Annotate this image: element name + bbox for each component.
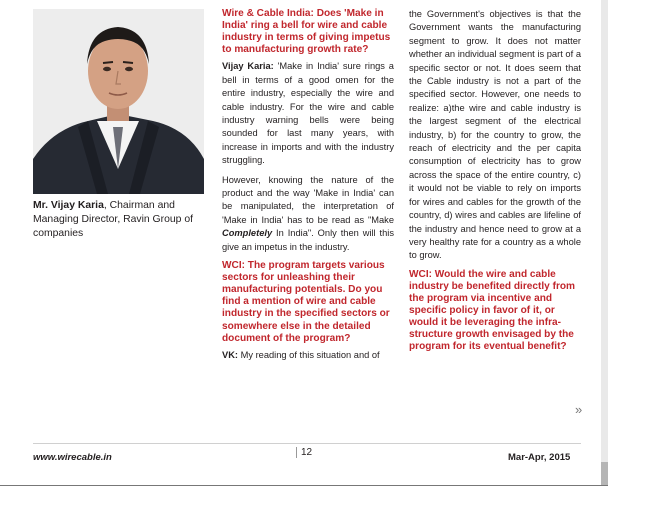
portrait-illustration [33,9,204,194]
answer-1-text: 'Make in India' sure rings a bell in terms of a good omen for the entire industry, especially the wire and cable industry. For the wire and cable industry warning bells were being sounded for last many years, with increase in imports and with the industry struggling. [222,61,394,166]
question-1: Wire & Cable India: Does 'Make in India' ring a bell for wire and cable industry in terms of giving impetus to manufacturing growth rate? [222,8,391,56]
answer-1 [222,60,394,167]
caption-name: Mr. Vijay Karia [33,200,104,211]
answer-3-start [222,349,394,362]
photo-caption [33,199,205,241]
answer-3-text: My reading of this situation and of [238,349,380,360]
answer-2-text-start: However, knowing the nature of the product and the way 'Make in India' can be manipulated, the interpretation of 'Make in India' has to be read as "Make [222,174,394,225]
vertical-scrollbar-thumb[interactable] [601,462,608,485]
answer-3-continued: the Government's objectives is that the Government wants the manufacturing segment to grow. It does not matter whether an individual segment is part of a specific sector or not. It does seem that the Cable industry is not a part of the specified sector. However, one needs to realize: a)the wire and cable industry is the largest segment of the electrical industry, b) for the country to grow, the reach of electricity and the per capita consumption of electricity has to grow across the space of the entire country, c) it would not be viable to rely on imports for wires and cables for the growth of the country, d) wires and cables are lifeline of the industry and hence need to grow at a very healthy rate for a country as a whole to grow. [409,9,581,261]
answer-2-text-end: In India". Only then will this give an impetus in the industry. [222,228,394,252]
answer-2-emphasis: Completely [222,228,273,239]
vertical-scrollbar-track[interactable] [601,0,608,485]
page-number: 12 [296,447,312,458]
article-column-2 [409,8,581,357]
answer-1-speaker: Vijay Karia: [222,61,274,72]
viewer-bottom-border [0,485,608,486]
caption-role: , Chairman and Managing Director, Ravin Group of companies [33,200,193,239]
answer-3-speaker: VK: [222,349,239,360]
issue-date: Mar-Apr, 2015 [508,452,571,463]
article-column-1 [222,8,394,368]
double-chevron-right-icon[interactable]: » [575,402,583,417]
portrait-photo [33,9,204,194]
question-2: WCI: The program targets various sectors for unleashing their manufacturing potentials. Do you find a mention of wire and cable industry in the specified sectors or somewhere else in the detailed document of the program? [222,260,390,344]
footer-divider [33,443,581,444]
answer-2 [222,174,394,254]
question-3: WCI: Would the wire and cable industry be benefited directly from the program via incentive and specific policy in favor of it, or would it be leveraging the infra-structure growth envisaged by the program for its eventual benefit? [409,268,576,353]
footer-website: www.wirecable.in [33,452,112,463]
